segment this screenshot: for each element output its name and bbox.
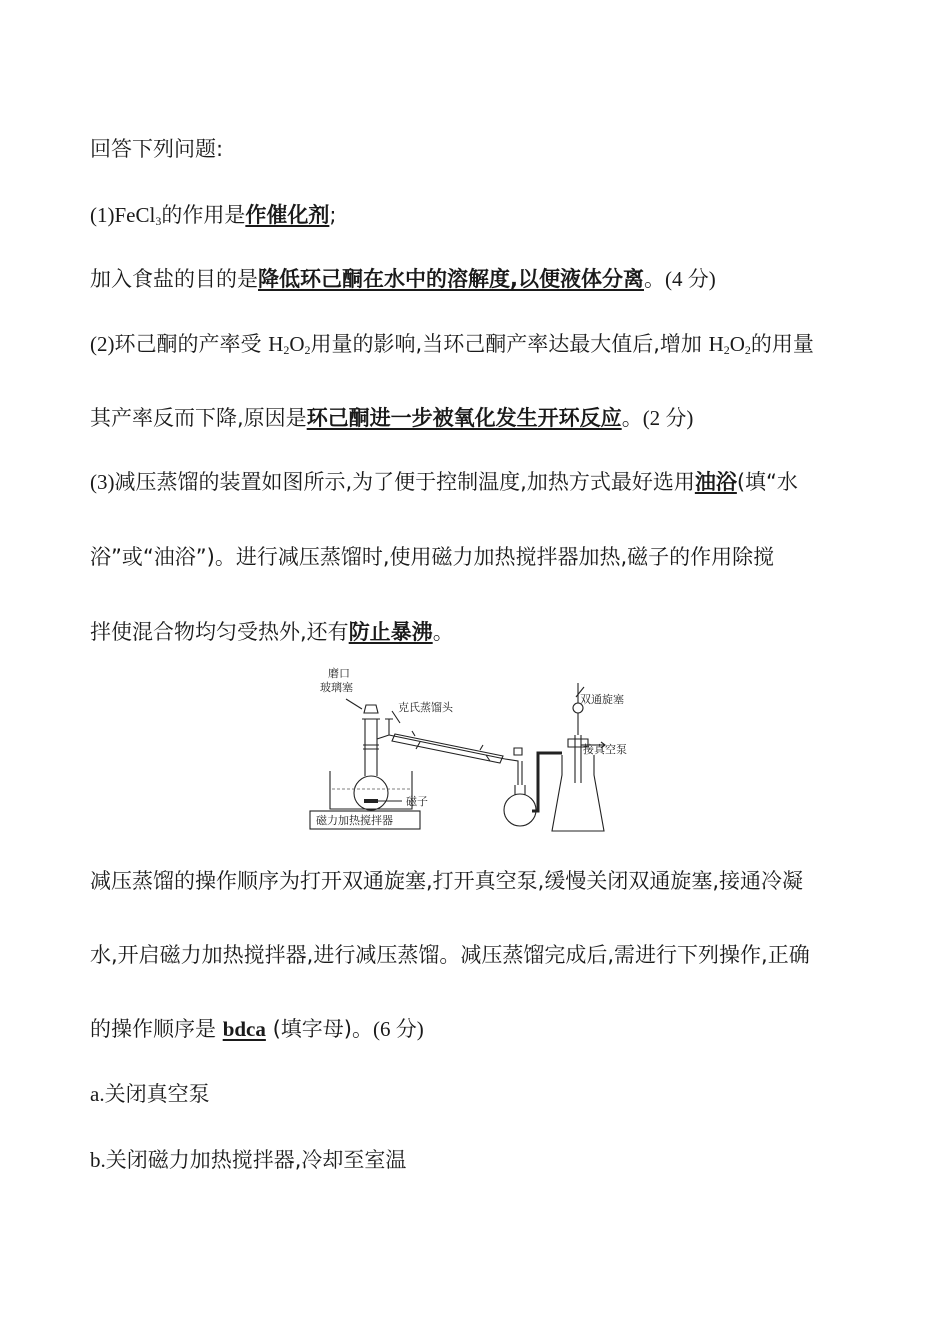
question-3-line1: (3)减压蒸馏的装置如图所示,为了便于控制温度,加热方式最好选用油浴(填“水: [90, 470, 798, 494]
condenser: [392, 734, 503, 763]
stir-bar: [364, 799, 378, 803]
label-valve: 双通旋塞: [580, 693, 624, 706]
q3-answer: 油浴: [694, 470, 737, 494]
option-a: a.关闭真空泵: [90, 1082, 210, 1106]
q1b-score: (4 分): [664, 267, 716, 291]
question-3-line2: 浴”或“油浴”)。进行减压蒸馏时,使用磁力加热搅拌器加热,磁子的作用除搅: [90, 545, 775, 569]
distillation-flask: [354, 776, 388, 810]
intro-text: 回答下列问题:: [90, 137, 224, 161]
question-3b-line3: 的操作顺序是 bdca (填字母)。(6 分): [90, 1017, 424, 1041]
label-stir-bar: 磁子: [406, 795, 428, 808]
question-3b-line1: 减压蒸馏的操作顺序为打开双通旋塞,打开真空泵,缓慢关闭双通旋塞,接通冷凝: [90, 869, 804, 893]
h2o2-formula: $H_2O_2$: [268, 332, 311, 357]
q1-text: 的作用是: [161, 203, 246, 227]
q1-number: (1): [90, 203, 115, 227]
question-2-line1: (2)环己酮的产率受 $H_2O_2$用量的影响,当环己酮产率达最大值后,增加 $H_2O_2$的用量: [90, 332, 814, 357]
q3-number: (3): [90, 470, 115, 494]
h2o2-formula: $H_2O_2$: [708, 332, 751, 357]
q3b-score: (6 分): [372, 1017, 424, 1041]
question-1: (1)FeCl$_3$的作用是作催化剂;: [90, 203, 337, 228]
q1-answer: 作催化剂: [245, 203, 330, 227]
q1b-answer: 降低环己酮在水中的溶解度,以便液体分离: [258, 267, 644, 291]
question-3b-line2: 水,开启磁力加热搅拌器,进行减压蒸馏。减压蒸馏完成后,需进行下列操作,正确: [90, 943, 810, 967]
question-1b: 加入食盐的目的是降低环己酮在水中的溶解度,以便液体分离。(4 分): [90, 267, 716, 291]
fecl3-formula: FeCl$_3$: [114, 203, 162, 228]
q3b-answer: bdca: [222, 1017, 266, 1041]
q3-answer-2: 防止暴沸: [348, 620, 433, 644]
oil-bath: [330, 771, 412, 809]
label-stirrer: 磁力加热搅拌器: [316, 814, 393, 827]
suction-flask: [552, 755, 604, 831]
question-2-line2: 其产率反而下降,原因是环己酮进一步被氧化发生开环反应。(2 分): [90, 406, 694, 430]
option-b: b.关闭磁力加热搅拌器,冷却至室温: [90, 1148, 407, 1172]
label-claisen-head: 克氏蒸馏头: [398, 701, 453, 714]
q1b-text: 加入食盐的目的是: [90, 267, 258, 291]
label-stopper-2: 玻璃塞: [320, 681, 353, 694]
question-3-line3: 拌使混合物均匀受热外,还有防止暴沸。: [90, 620, 454, 644]
q2-answer: 环己酮进一步被氧化发生开环反应: [306, 406, 622, 430]
q2-number: (2): [90, 332, 115, 356]
label-stopper-1: 磨口: [328, 667, 350, 680]
q2-score: (2 分): [642, 406, 694, 430]
receiving-flask: [504, 794, 536, 826]
label-vacuum-pump: 接真空泵: [583, 743, 627, 756]
distillation-apparatus-figure: [300, 663, 645, 835]
